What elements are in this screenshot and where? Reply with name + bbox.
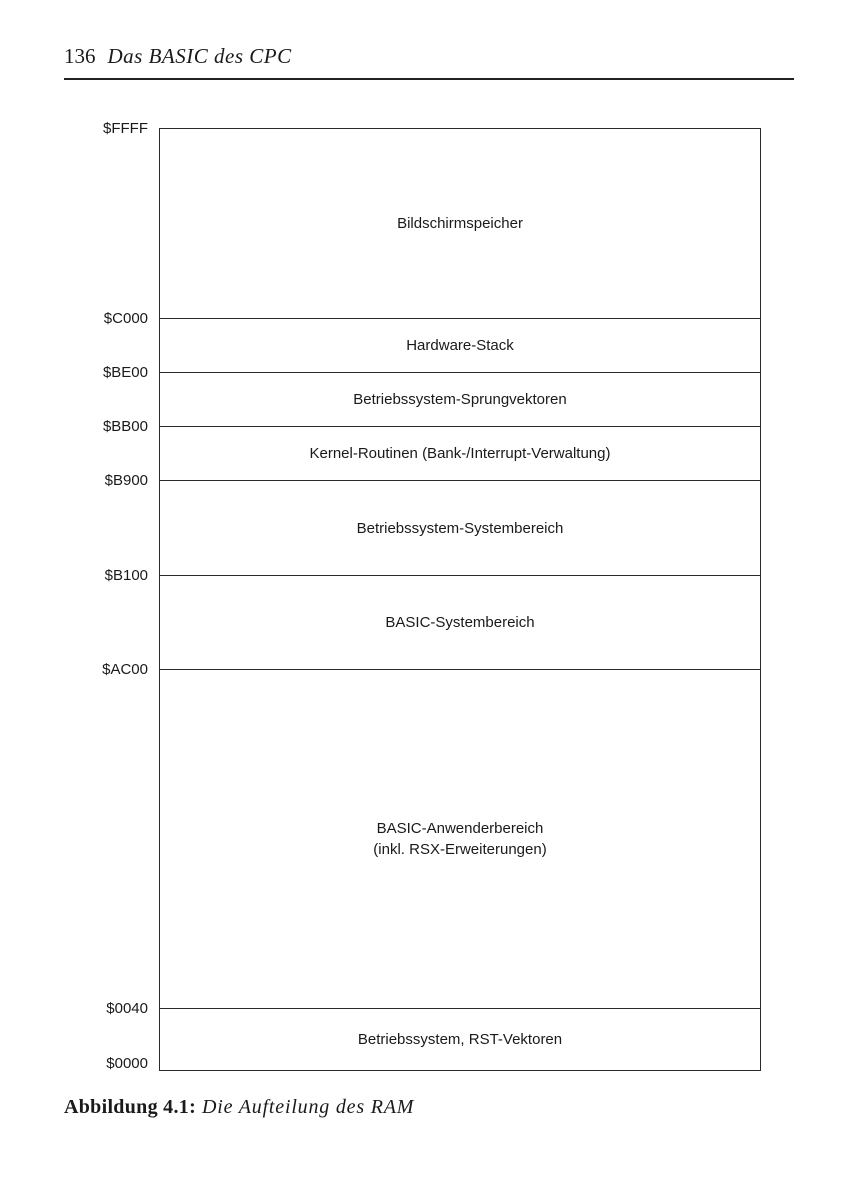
region-kernel-routines <box>159 426 761 480</box>
region-os-jump-vectors <box>159 372 761 426</box>
address-label-0000: $0000 <box>106 1055 148 1072</box>
page-number: 136 <box>64 44 96 68</box>
region-basic-user-area <box>159 669 761 1008</box>
region-screen-memory <box>159 128 761 318</box>
address-label-be00: $BE00 <box>102 364 148 381</box>
running-title: Das BASIC des CPC <box>107 44 292 68</box>
region-label: Bildschirmspeicher <box>397 215 523 232</box>
region-basic-system-area <box>159 575 761 669</box>
address-label-c000: $C000 <box>103 310 148 327</box>
region-label: Betriebssystem-Sprungvektoren <box>353 391 567 408</box>
region-label: Kernel-Routinen (Bank-/Interrupt-Verwaltung) <box>309 445 611 462</box>
region-label: BASIC-Anwenderbereich <box>376 820 544 837</box>
region-hardware-stack <box>159 318 761 372</box>
address-label-b900: $B900 <box>104 472 148 489</box>
region-label: Hardware-Stack <box>406 337 514 354</box>
address-label-ac00: $AC00 <box>102 661 148 678</box>
region-os-system-area <box>159 480 761 575</box>
address-label-bb00: $BB00 <box>102 418 148 435</box>
address-label-b100: $B100 <box>104 567 148 584</box>
address-label-0040: $0040 <box>106 1000 148 1017</box>
region-label: Betriebssystem-Systembereich <box>356 519 564 537</box>
region-label: BASIC-Systembereich <box>385 614 535 631</box>
region-sublabel: (inkl. RSX-Erweiterungen) <box>373 841 547 858</box>
region-label: Betriebssystem, RST-Vektoren <box>357 1031 563 1048</box>
caption-text: Die Aufteilung des RAM <box>202 1096 415 1118</box>
region-os-rst-vectors <box>159 1008 761 1071</box>
header-rule <box>64 78 794 80</box>
caption-label: Abbildung 4.1: <box>64 1096 197 1118</box>
page-header <box>64 44 292 69</box>
address-label-ffff: $FFFF <box>103 120 148 137</box>
figure-caption <box>64 1096 414 1119</box>
